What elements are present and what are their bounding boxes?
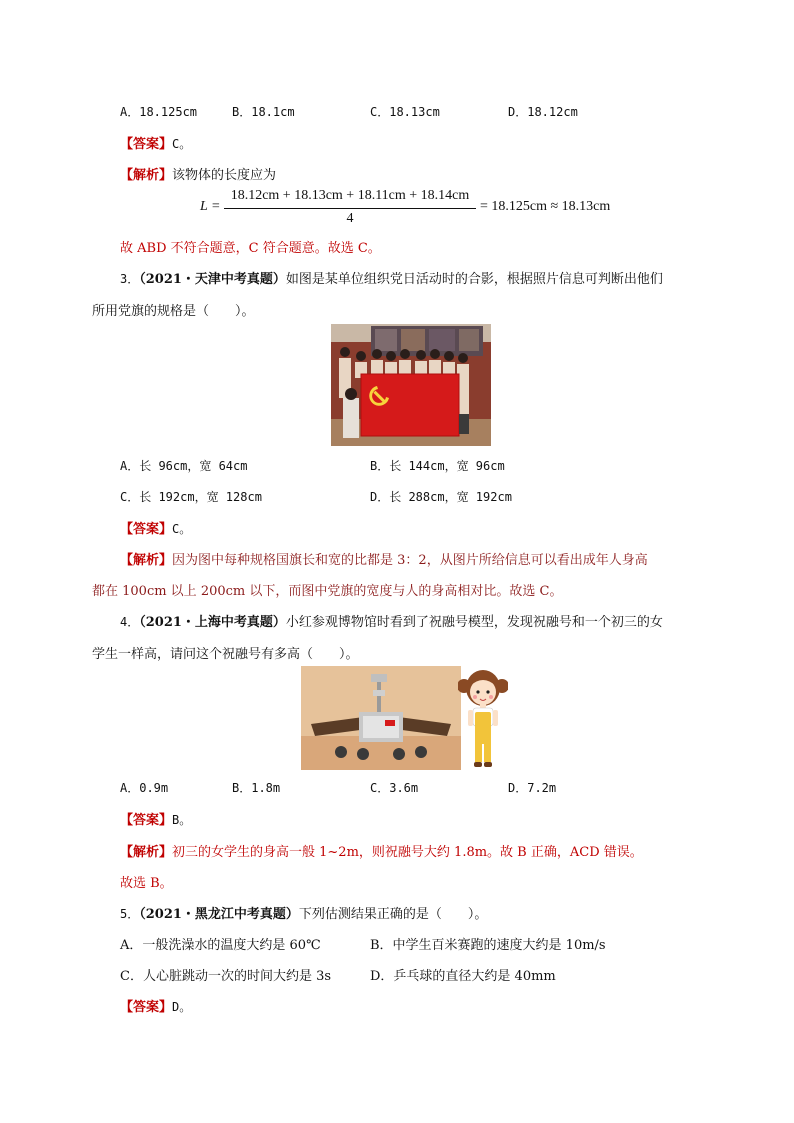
q4-option-c: C．3.6m: [370, 781, 419, 795]
analysis-text: 因为图中每种规格国旗长和宽的比都是 3：2，从图片所给信息可以看出成年人身高: [172, 553, 648, 568]
q3-option-a: A．长 96cm，宽 64cm: [120, 459, 248, 473]
analysis-tag: 【解析】: [120, 845, 173, 860]
q2-option-a: A．18.125cm: [120, 105, 198, 119]
fraction-bar: [224, 208, 476, 209]
q5-source: （2021・黑龙江中考真题）: [139, 907, 299, 922]
answer-tag: 【答案】: [120, 1000, 173, 1015]
q3-stem-line1: [120, 268, 663, 287]
q4-analysis-line2: 故选 B。: [120, 876, 173, 891]
answer-value: D。: [172, 1000, 192, 1014]
q3-stem-text: 如图是某单位组织党日活动时的合影，根据照片信息可判断出他们: [285, 272, 663, 287]
answer-tag: 【答案】: [120, 137, 173, 152]
q3-number: 3．: [120, 272, 140, 286]
q3-option-b: B．长 144cm，宽 96cm: [370, 459, 505, 473]
q4-source: （2021・上海中考真题）: [139, 615, 286, 630]
q4-analysis-line1: [120, 841, 643, 860]
formula-denominator: 4: [346, 211, 354, 226]
q5-stem: [120, 903, 487, 922]
q2-analysis: [120, 164, 276, 183]
q4-stem-text: 小红参观博物馆时看到了祝融号模型，发现祝融号和一个初三的女: [285, 615, 663, 630]
q2-conclusion: 故 ABD 不符合题意，C 符合题意。故选 C。: [120, 241, 381, 256]
q4-stem-line1: [120, 611, 663, 630]
q5-option-c: C．人心脏跳动一次的时间大约是 3s: [120, 969, 332, 984]
q5-answer: [120, 996, 191, 1015]
q3-analysis-line2: 都在 100cm 以上 200cm 以下，而图中党旗的宽度与人的身高相对比。故选 C。: [92, 584, 563, 599]
formula-lhs: L =: [200, 199, 221, 214]
answer-value: B。: [172, 813, 192, 827]
q3-option-d: D．长 288cm，宽 192cm: [370, 490, 512, 504]
q3-analysis-line1: [120, 549, 648, 568]
q4-option-b: B．1.8m: [232, 781, 281, 795]
answer-tag: 【答案】: [120, 813, 173, 828]
q3-option-c: C．长 192cm，宽 128cm: [120, 490, 262, 504]
q4-stem-line2: 学生一样高，请问这个祝融号有多高（ ）。: [92, 647, 359, 662]
girl-illustration: [458, 664, 508, 770]
q5-option-b: B．中学生百米赛跑的速度大约是 10m/s: [370, 938, 606, 953]
q4-option-a: A．0.9m: [120, 781, 169, 795]
girl-image: [458, 664, 508, 770]
q3-source: （2021・天津中考真题）: [139, 272, 286, 287]
q5-option-a: A．一般洗澡水的温度大约是 60℃: [120, 938, 321, 953]
rover-image: [301, 666, 461, 770]
answer-value: C。: [172, 137, 192, 151]
group-photo-flag: [331, 324, 491, 446]
answer-tag: 【答案】: [120, 522, 173, 537]
analysis-text: 初三的女学生的身高一般 1~2m，则祝融号大约 1.8m。故 B 正确，ACD 错误。: [172, 845, 643, 860]
formula-rhs: = 18.125cm ≈ 18.13cm: [480, 199, 611, 214]
q4-answer: [120, 809, 191, 828]
q4-number: 4．: [120, 615, 140, 629]
q5-stem-text: 下列估测结果正确的是（ ）。: [298, 907, 488, 922]
q4-option-d: D．7.2m: [508, 781, 557, 795]
rover-photo: [301, 666, 461, 770]
q5-option-d: D．乒乓球的直径大约是 40mm: [370, 969, 556, 984]
q5-number: 5．: [120, 907, 140, 921]
q2-option-b: B．18.1cm: [232, 105, 295, 119]
formula-numerator: 18.12cm + 18.13cm + 18.11cm + 18.14cm: [230, 188, 470, 203]
q2-option-d: D．18.12cm: [508, 105, 578, 119]
analysis-tag: 【解析】: [120, 553, 173, 568]
analysis-tag: 【解析】: [120, 168, 173, 183]
group-photo-image: [331, 324, 491, 446]
q3-answer: [120, 518, 191, 537]
analysis-text: 该物体的长度应为: [172, 168, 277, 183]
q2-answer: [120, 133, 191, 152]
answer-value: C。: [172, 522, 192, 536]
q3-stem-line2: 所用党旗的规格是（ ）。: [92, 304, 255, 319]
q2-option-c: C．18.13cm: [370, 105, 440, 119]
